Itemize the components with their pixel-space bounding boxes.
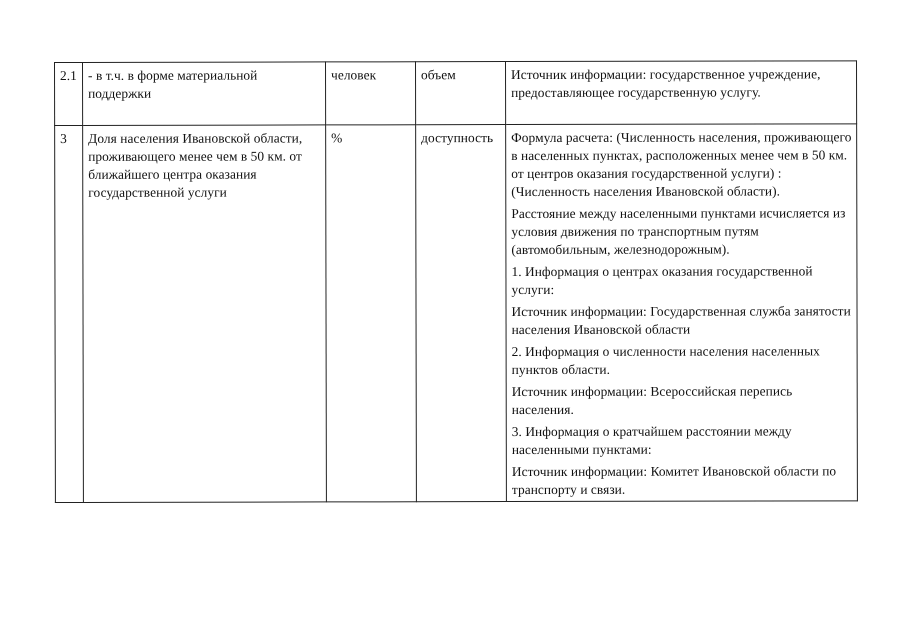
- row-number-cell: 3: [55, 125, 84, 502]
- details-cell: [506, 61, 857, 125]
- indicator-table: [54, 60, 858, 503]
- details-paragraph: 3. Информация о кратчайшем расстоянии между населенными пунктами:: [511, 423, 792, 458]
- details-paragraph: Источник информации: Государственная служба занятости населения Ивановской области: [511, 303, 851, 338]
- row-number-cell: 2.1: [55, 62, 83, 125]
- table-row: [55, 124, 858, 503]
- unit-cell: человек: [326, 62, 416, 125]
- indicator-name-cell: - в т.ч. в форме материальной поддержки: [83, 62, 326, 126]
- details-cell: [506, 124, 858, 502]
- details-paragraph: Источник информации: Всероссийская перепись населения.: [511, 383, 793, 418]
- details-paragraph: 1. Информация о центрах оказания государственной услуги:: [511, 263, 813, 298]
- details-paragraph: Источник информации: Комитет Ивановской области по транспорту и связи.: [511, 463, 837, 498]
- unit-cell: %: [326, 125, 417, 502]
- indicator-type-cell: доступность: [416, 125, 507, 502]
- details-paragraph: Расстояние между населенными пунктами исчисляется из условия движения по транспортным путям (автомобильным, железнодорожным).: [511, 205, 846, 258]
- details-paragraph: 2. Информация о численности населения населенных пунктов области.: [511, 343, 820, 378]
- indicator-type-cell: объем: [416, 62, 506, 125]
- details-paragraph: Формула расчета: (Численность населения, проживающего в населенных пунктах, расположенных менее чем в 50 км. от центров оказания государственной услуги) : (Численность населения Ивановской области).: [511, 129, 852, 200]
- table-row: [55, 61, 857, 126]
- details-paragraph: Источник информации: государственное учреждение, предоставляющее государственную услугу.: [511, 66, 821, 101]
- indicator-name-cell: Доля населения Ивановской области, проживающего менее чем в 50 км. от ближайшего центра оказания государственной услуги: [83, 125, 327, 503]
